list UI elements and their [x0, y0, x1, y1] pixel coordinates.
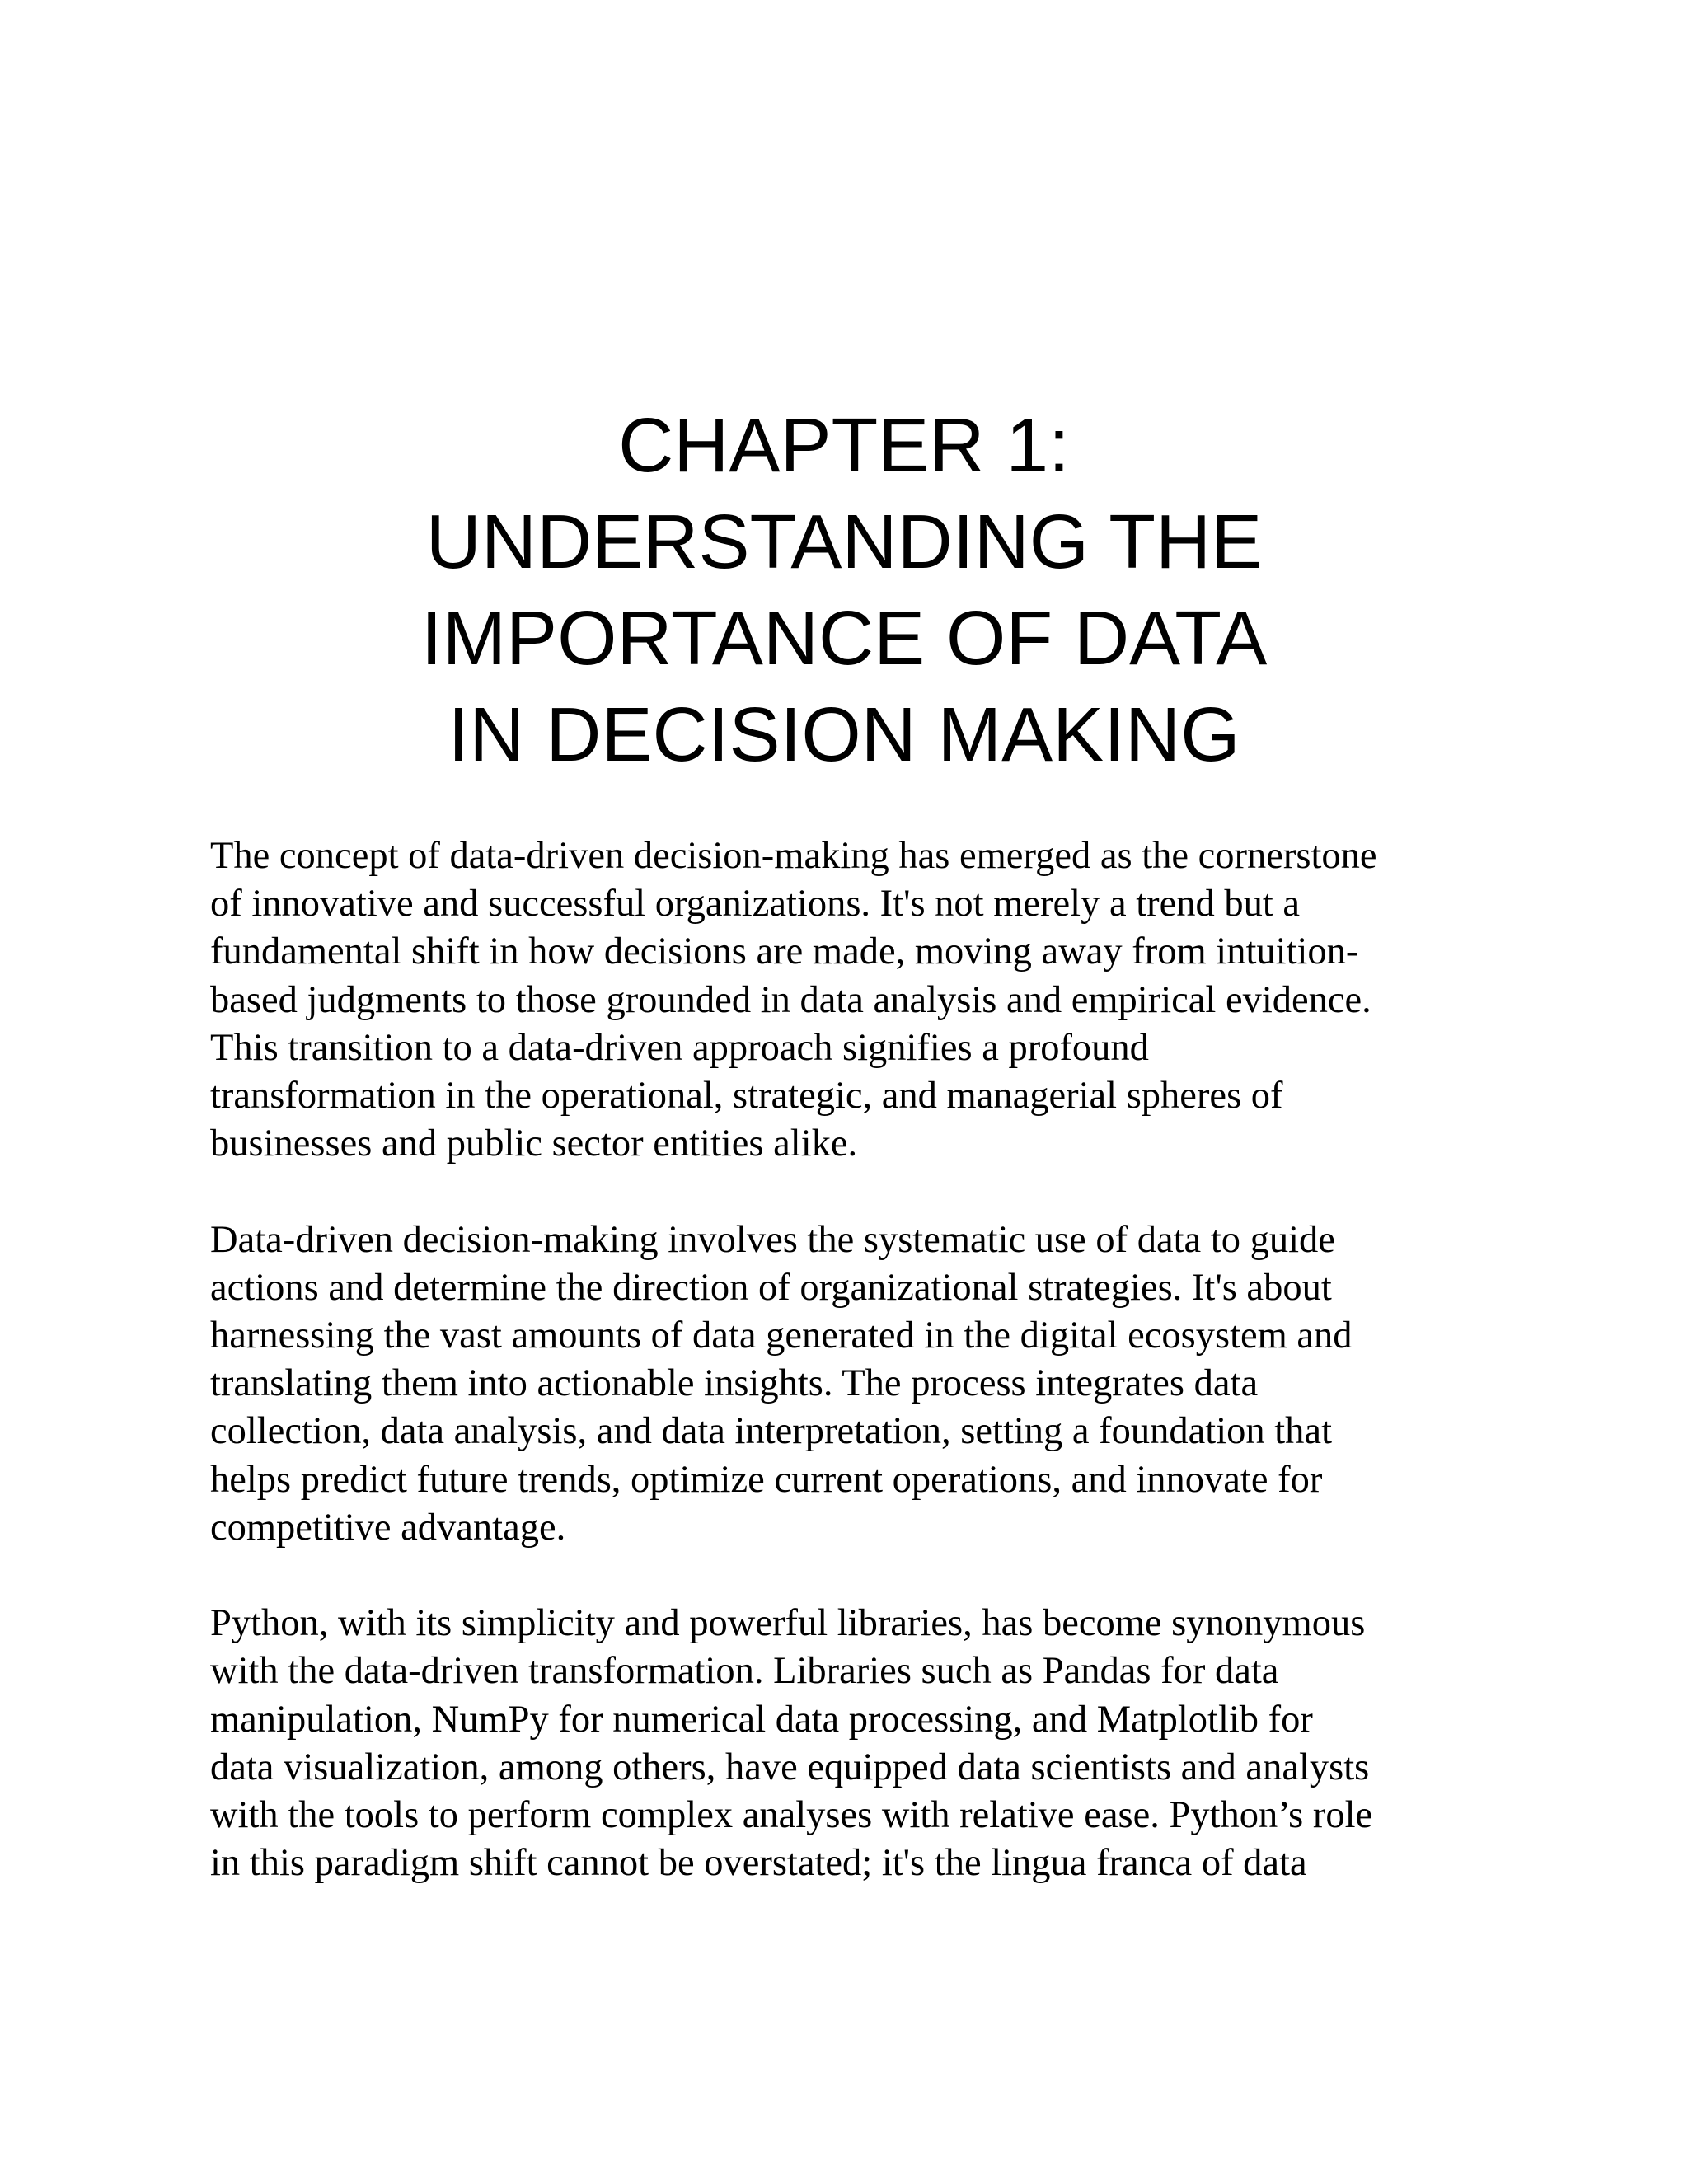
chapter-title-line: IMPORTANCE OF DATA [420, 595, 1268, 681]
chapter-title [0, 397, 1688, 783]
text-line: based judgments to those grounded in data analysis and empirical evidence. [210, 978, 1372, 1021]
text-line: Data-driven decision-making involves the systematic use of data to guide [210, 1218, 1335, 1261]
chapter-title-line: IN DECISION MAKING [448, 691, 1240, 777]
text-line: harnessing the vast amounts of data generated in the digital ecosystem and [210, 1315, 1353, 1357]
text-line: Python, with its simplicity and powerful libraries, has become synonymous [210, 1602, 1366, 1645]
text-line: businesses and public sector entities alike. [210, 1122, 858, 1165]
text-line: competitive advantage. [210, 1506, 566, 1549]
text-line: with the tools to perform complex analyses with relative ease. Python’s role [210, 1794, 1373, 1837]
text-line: The concept of data-driven decision-making has emerged as the cornerstone [210, 835, 1377, 877]
text-line: This transition to a data-driven approach signifies a profound [210, 1026, 1149, 1069]
chapter-title-line: CHAPTER 1: [618, 402, 1070, 488]
text-line: in this paradigm shift cannot be overstated; it's the lingua franca of data [210, 1842, 1307, 1885]
text-line: fundamental shift in how decisions are made, moving away from intuition- [210, 930, 1359, 973]
text-line: collection, data analysis, and data interpretation, setting a foundation that [210, 1410, 1332, 1453]
paragraph-systematic-use [210, 1216, 1504, 1552]
text-line: with the data-driven transformation. Libraries such as Pandas for data [210, 1650, 1279, 1693]
body-text [210, 832, 1504, 1936]
text-line: data visualization, among others, have equipped data scientists and analysts [210, 1746, 1370, 1788]
text-line: translating them into actionable insights. The process integrates data [210, 1362, 1259, 1405]
text-line: manipulation, NumPy for numerical data processing, and Matplotlib for [210, 1698, 1313, 1741]
text-line: actions and determine the direction of organizational strategies. It's about [210, 1266, 1332, 1309]
text-line: helps predict future trends, optimize current operations, and innovate for [210, 1458, 1323, 1501]
chapter-title-line: UNDERSTANDING THE [425, 499, 1263, 584]
text-line: transformation in the operational, strategic, and managerial spheres of [210, 1075, 1283, 1118]
text-line: of innovative and successful organizations. It's not merely a trend but a [210, 883, 1301, 926]
paragraph-python-role [210, 1600, 1504, 1887]
paragraph-data-driven-concept [210, 832, 1504, 1168]
